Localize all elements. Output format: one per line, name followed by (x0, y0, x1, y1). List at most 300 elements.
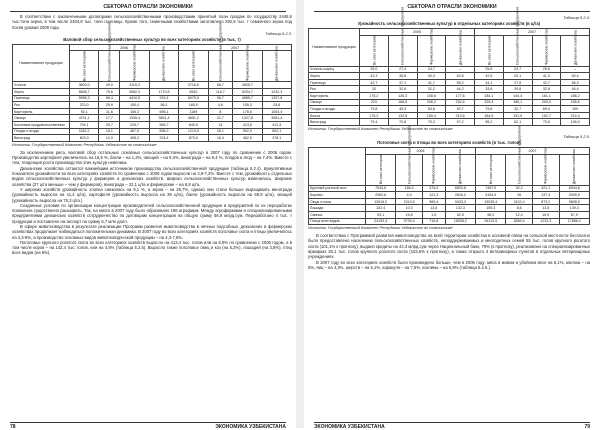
table-cell: 5204,7 (233, 89, 262, 96)
table-cell: 12616,2 (366, 198, 396, 205)
table-cell: 716,8 (422, 218, 445, 225)
table-row (309, 99, 590, 106)
table-corner-header (309, 147, 366, 185)
body-paragraph: У широких хозяйств урожайность хлопка снизилась на 9,1 %, а зерна – на 26,7%, однако они стали больше выращивать винограда (урожайность выросла на 11,4 ц/га), картофеля (урожайность выросла на 39 ц/га), бахчи (урожайность выросла на 69,9 ц/га), овощей (урожайность выросла на 75,3 ц/га.) (12, 186, 292, 203)
table-cell: 121,3 (422, 192, 445, 199)
table-cell: 13,8 (422, 205, 445, 212)
table-cell: 162,7 (532, 112, 561, 119)
table-cell: 4585,7 (233, 95, 262, 102)
column-header: Во всех категориях (70, 51, 99, 82)
table-cell: 224,4 (149, 135, 178, 142)
row-label: Зерно (309, 73, 360, 80)
body-paragraph: В соответствии с Программой развития животноводства на всей территории хозяйства в основной связи на сельской местности бесплатно было предоставлено населению сельскохозяйственных хозяйств, неподдерживаемых и многодетных семей 55 тыс. голов крупного рогатого скота (101,1% к прогнозу), выдано кредиты на 44,3 млрд.сум через Национальный банк, 79% (к прогнозу), реализовано на специализированных ярмарках 25,1 тыс. голов крупного рогатого скота (103,6% к прогнозу), а также открыто 4 ветеринарных пунктов в отдельных ветеринарных учреждениях. (308, 233, 590, 260)
table-cell: 52,6 (446, 73, 475, 80)
table-cell: 25,6 (532, 66, 561, 73)
table-5-2-5-source: Источник: Государственный Комитет Республики Узбекистан по статистике (308, 226, 453, 231)
table-row (13, 122, 292, 129)
column-header: Дехканские хозяйства (149, 51, 178, 82)
row-label: Хлопок (13, 82, 70, 89)
page-number: 78 (10, 424, 16, 430)
table-cell: 26113,5 (476, 218, 506, 225)
table-cell: 3605,7 (233, 82, 262, 89)
table-cell: 67,9 (559, 211, 589, 218)
table-cell: 22,7 (208, 115, 233, 122)
table-cell: 9433,3 (445, 198, 475, 205)
column-header: Сельскохозяйственные предприятия (396, 154, 423, 185)
table-row (309, 73, 590, 80)
table-cell: 188,2 (561, 92, 590, 99)
year-header: 2007 (475, 29, 590, 36)
row-label: Свиньи (309, 211, 366, 218)
table-cell: 25,0 (360, 66, 389, 73)
table-cell: 2816,2 (445, 192, 475, 199)
column-header: Фермерские хозяйства (422, 154, 445, 185)
table-cell: 206,2 (417, 99, 446, 106)
table-cell: 152,4 (366, 205, 396, 212)
table-row (309, 198, 590, 205)
table-cell: 411,3 (262, 122, 291, 129)
row-label: Овцы и козы (309, 198, 366, 205)
table-cell: 33,6 (475, 86, 504, 93)
table-cell: 175,2 (360, 112, 389, 119)
table-corner-header: Наименование продукции (13, 44, 70, 82)
right-body-text (308, 233, 590, 270)
column-header: Фермерские хозяйства (120, 51, 149, 82)
table-cell: 42,5 (475, 73, 504, 80)
table-cell: 9608,9 (559, 198, 589, 205)
table-row (309, 66, 590, 73)
table-cell: 137,4 (532, 192, 559, 199)
column-header: Дехканские хозяйства (559, 154, 589, 185)
table-cell: 603,0 (70, 135, 99, 142)
row-label: Картофель (309, 92, 360, 99)
table-row (13, 135, 292, 142)
table-cell: 69,4 (532, 106, 561, 113)
table-cell: 132,3 (445, 205, 475, 212)
table-cell: 150,4 (417, 112, 446, 119)
table-cell: 100 (561, 106, 590, 113)
table-cell: 408,3 (120, 135, 149, 142)
row-label: Коровы (309, 192, 366, 199)
column-header: Во всех категориях (475, 35, 504, 66)
table-cell: 3891,4 (149, 115, 178, 122)
table-cell: 56,3 (561, 79, 590, 86)
table-cell: 151,9 (503, 112, 532, 119)
table-cell: 6503,6 (445, 185, 475, 192)
left-body-text (12, 150, 292, 256)
right-page (304, 0, 600, 428)
year-header: 2007 (179, 44, 292, 51)
table-cell: 40,3 (417, 73, 446, 80)
table-cell: 11,8 (99, 108, 120, 115)
table-cell: 2102,4 (506, 198, 533, 205)
table-row (309, 119, 590, 126)
table-row (309, 205, 590, 212)
table-cell: 7044,6 (366, 185, 396, 192)
table-cell: 97,2 (446, 119, 475, 126)
table-cell: 116,7 (208, 89, 233, 96)
table-5-2-3-label: Таблица 5.2.3. (265, 30, 292, 36)
table-cell: 168,8 (388, 99, 417, 106)
table-5-2-3-source: Источник: Государственный Комитет Республики Узбекистан по статистике (12, 142, 157, 147)
table-cell: 126,3 (388, 92, 417, 99)
table-5-2-3-title: Валовой сбор сельскохозяйственных культур во всех категориях хозяйств (в тыс. т) (63, 36, 241, 42)
table-cell: 223 (360, 99, 389, 106)
table-cell: 175,2 (360, 92, 389, 99)
table-cell: 214,4 (561, 112, 590, 119)
table-cell: 209,5 (532, 99, 561, 106)
body-paragraph: Поголовье крупного рогатого скота во всех категориях хозяйств выросло на 413,4 тыс. голов или на 5,9% по сравнению с 2006 годом, а в том числе коров – на 142,4 тыс. голов, или на 4,8% (таблица 5.2.5). Выросло также поголовье овец и коз (на 5,2%), лошадей (на 3,8%), птиц всех видов (на 8%). (12, 239, 292, 256)
table-cell: 4,3 (396, 192, 423, 199)
table-row (309, 192, 590, 199)
table-cell: 161,1 (532, 92, 561, 99)
table-cell: 184,5 (475, 112, 504, 119)
table-cell: 17,7 (99, 115, 120, 122)
table-cell: 10,3 (396, 205, 423, 212)
table-cell: 1189 (179, 108, 208, 115)
table-cell: 421,1 (532, 185, 559, 192)
row-label: Крупный рогатый скот (309, 185, 366, 192)
year-header: 2006 (366, 147, 476, 154)
table-cell: 13,5 (532, 205, 559, 212)
table-cell: 45,3 (388, 106, 417, 113)
column-header: Сельскохозяйственные предприятия (503, 35, 532, 66)
body-paragraph: Созданные условия по организации концентрации производителей сельскохозяйственной продукции и предприятий по их переработке позволили существенно расширить. Так, на много в 2007 году было образовано 196 агрофирм. Между агрофирмами и специализированными предприятиями дехканских хозяйств сотрудничество по договорам концентрации на общую сумму 56,9 млрд.сум. Переработано 4 тыс. т продукции и поставлено на экспорт на сумму 5,7 млн долл. (12, 202, 292, 224)
table-row (309, 211, 590, 218)
row-label: Рис (309, 86, 360, 93)
table-cell: 79,6 (99, 89, 120, 96)
table-cell: 165,0 (179, 102, 208, 109)
table-cell: 4651,2 (179, 115, 208, 122)
table-cell: 8,5 (506, 205, 533, 212)
table-cell: 840,9 (179, 122, 208, 129)
year-header: 2006 (70, 44, 179, 51)
table-5-2-4-title: Урожайность сельскохозяйственных культур в отдельных категориях хозяйств (в ц/га) (357, 21, 541, 26)
footer-title: ЭКОНОМИКА УЗБЕКИСТАНА (215, 424, 286, 430)
table-5-2-4-source: Источник: Государственный Комитет Республики Узбекистан по статистике (308, 126, 453, 131)
table-cell: 139,3 (559, 205, 589, 212)
row-label: Овощи (13, 115, 70, 122)
table-cell: 29,8 (503, 86, 532, 93)
table-cell: 213,6 (446, 112, 475, 119)
table-cell: 3104,9 (476, 192, 506, 199)
table-cell: 225,7 (120, 122, 149, 129)
body-paragraph: За исключением риса, валовой сбор остальных основных сельскохозяйственных культур в 2007 году по сравнению с 2006 годом. Производство картофеля увеличилось на 16,5 %, бахчи – на 1,3%, овощей – на 9,3%, винограда – на 9,4 %, плодов и ягод – на 7,4%. Вместе с тем, тенденция роста производства этих культур невелика. (12, 149, 292, 166)
table-cell: 106,3 (120, 108, 149, 115)
body-paragraph: В сфере животноводства в результате реализации Программ развития животноводства в личных подсобных, дехканских и фермерских хозяйствах продолжает наблюдаться положительная динамика. В 2007 году во всех категориях хозяйств поголовье скота и птицы увеличилось на 3,3-8%, а производство основных видов животноводческой продукции – на 4,3-7,6%. (12, 223, 292, 240)
table-cell: 25,9 (99, 102, 120, 109)
table-5-2-5-title: Поголовье скота и птицы во всех категориях хозяйств (в тыс. голов) (377, 139, 521, 145)
table-cell: 50,4 (561, 73, 590, 80)
table-cell: 1335,4 (120, 115, 149, 122)
row-label: Бахча (309, 112, 360, 119)
table-cell: 8 (208, 108, 233, 115)
table-cell: 24,7 (503, 66, 532, 73)
table-cell: 1182,2 (70, 128, 99, 135)
table-cell: 106,0 (561, 119, 590, 126)
table-cell: 1219,0 (179, 128, 208, 135)
table-5-2-5-label: Таблица 5.2.5. (563, 133, 590, 139)
column-header: Фермерские хозяйства (532, 35, 561, 66)
table-cell: 555,7 (149, 122, 178, 129)
table-cell: 794,1 (70, 122, 99, 129)
table-cell: 46,4 (561, 86, 590, 93)
page-number: 79 (584, 424, 590, 430)
table-cell: 32,8 (532, 86, 561, 93)
table-cell: 8389,4 (506, 218, 533, 225)
table-cell: 32,7 (503, 106, 532, 113)
row-label: Рис (13, 102, 70, 109)
table-cell: 1770,8 (149, 89, 178, 96)
table-cell: 873,2 (532, 198, 559, 205)
table-cell: 186,1 (503, 99, 532, 106)
table-cell: 1327,8 (233, 115, 262, 122)
table-cell: 44,1 (475, 79, 504, 86)
table-row (13, 128, 292, 135)
table-cell: 2939,5 (559, 192, 589, 199)
table-cell: 6540 (179, 89, 208, 96)
table-cell: 462,5 (233, 135, 262, 142)
table-cell: 2962,6 (366, 192, 396, 199)
table-cell: 25,6 (475, 66, 504, 73)
table-cell: 37,1 (388, 79, 417, 86)
table-row (309, 86, 590, 93)
table-cell: 158,6 (417, 92, 446, 99)
table-cell: 24193,4 (366, 218, 396, 225)
column-header: Дехканские хозяйства (446, 35, 475, 66)
table-cell: 1004,4 (262, 108, 291, 115)
table-cell: 27,5 (503, 79, 532, 86)
table-cell: 14 (208, 122, 233, 129)
row-label: Картофель (13, 108, 70, 115)
table-cell: 4741,1 (70, 115, 99, 122)
table-cell: – (561, 66, 590, 73)
table-row (13, 115, 292, 122)
column-header: Во всех категориях (476, 154, 506, 185)
table-cell: 592,0 (233, 128, 262, 135)
table-cell: 159,3 (476, 205, 506, 212)
table-cell: 32,6 (388, 86, 417, 93)
book-gutter (296, 0, 304, 428)
table-cell: 93,1 (366, 211, 396, 218)
table-cell: 413,8 (233, 122, 262, 129)
table-cell: – (446, 66, 475, 73)
table-cell: 24,7 (417, 66, 446, 73)
table-cell: 177,6 (446, 92, 475, 99)
table-cell: 6075,9 (179, 95, 208, 102)
table-cell: 6944,6 (559, 185, 589, 192)
table-cell: 7457,9 (476, 185, 506, 192)
table-cell: 16508,2 (445, 218, 475, 225)
table-cell: 4062,3 (120, 89, 149, 96)
table-cell (262, 82, 291, 89)
table-cell: 467,9 (120, 128, 149, 135)
row-label: Виноград (13, 135, 70, 142)
table-cell: 15,8 (396, 211, 423, 218)
table-row (13, 89, 292, 96)
table-cell: 25,7 (99, 122, 120, 129)
table-cell: 62,1 (503, 119, 532, 126)
table-cell: 155,3 (233, 102, 262, 109)
table-cell: 873,0 (179, 135, 208, 142)
table-cell: 16,4 (208, 135, 233, 142)
table-cell: 3600,0 (70, 82, 99, 89)
row-label: Бахчевые продовольственные (13, 122, 70, 129)
table-row (309, 92, 590, 99)
table-cell: 70,8 (388, 119, 417, 126)
table-cell: 17886,2 (559, 218, 589, 225)
table-cell: 223,0 (70, 102, 99, 109)
table-cell: 1,5 (422, 211, 445, 218)
table-cell: 1233,3 (532, 218, 559, 225)
table-cell: 6646,7 (70, 89, 99, 96)
row-label: Овощи (309, 99, 360, 106)
table-cell: 66,4 (99, 95, 120, 102)
table-cell: 696,1 (149, 108, 178, 115)
table-cell: 184,1 (475, 92, 504, 99)
body-paragraph: Дехканские хозяйства остаются важнейшим источником производства сельскохозяйственной продукции (таблица 5.2.4). Кумулятивные показатели урожайности во всех категориях хозяйств по сравнению с 2006 годом выросли на 2,9-7,2%. Вместе с тем, урожайность отдельных видов сельскохозяйственных культур у фермеров и дехканских хозяйств. Широко сельскохозяйственных культур изменилась. Широкие хозяйства (27 ц/га меньше – чем у фермеров), винограда – 22,1 ц/га и фермерские – на 6,8 ц/га. (12, 165, 292, 187)
table-row (309, 79, 590, 86)
row-label: Пшеница (309, 79, 360, 86)
table-cell: 3081,4 (262, 115, 291, 122)
table-cell: 33 (360, 86, 389, 93)
right-footer (314, 422, 590, 430)
table-cell: 933,4 (149, 95, 178, 102)
table-cell: 42,7 (360, 79, 389, 86)
column-header: Во всех категориях (360, 35, 389, 66)
table-cell: 378,1 (262, 135, 291, 142)
table-cell: 62,5 (445, 211, 475, 218)
table-cell: 96,7 (208, 95, 233, 102)
table-cell: 96,2 (476, 211, 506, 218)
table-cell: 166,4 (396, 185, 423, 192)
table-cell: 602,1 (262, 128, 291, 135)
table-cell: 35,6 (388, 73, 417, 80)
row-label: Виноград (309, 119, 360, 126)
table-cell: 12,4 (506, 211, 533, 218)
left-footer (10, 422, 286, 430)
year-header: 2006 (360, 29, 475, 36)
table-cell: 79,6 (475, 106, 504, 113)
left-intro-paragraph: В соответствии с заключенными договорами сельскохозяйственными производствами принятый план продаж по государству 2448,6 тыс.тонн зерна, в том числе 2404,8 тыс. тонн пшеницы. Кроме того, семенными хозяйствами заготовлено 292,9 тыс. т семенного зерна под посев урожая 2008 года. (12, 14, 292, 30)
table-row (309, 106, 590, 113)
column-header: Дехканские хозяйства (561, 35, 590, 66)
table-cell: 73,8 (360, 106, 389, 113)
table-cell: 232,6 (446, 99, 475, 106)
table-cell: 25,1 (503, 73, 532, 80)
table-cell: 4,6 (208, 102, 233, 109)
column-header: Фермерские хозяйства (532, 154, 559, 185)
column-header: Фермерские хозяйства (417, 35, 446, 66)
column-header: Во всех категориях (179, 51, 208, 82)
column-header: Сельскохозяйственные предприятия (506, 154, 533, 185)
table-cell: 79,4 (360, 119, 389, 126)
row-label: Плоды и ягоды (309, 106, 360, 113)
table-row (13, 95, 292, 102)
table-cell: 70,3 (417, 119, 446, 126)
table-cell: 25,6 (262, 102, 291, 109)
table-row (309, 185, 590, 192)
table-cell: 9739,4 (396, 218, 423, 225)
left-page (0, 0, 296, 428)
table-cell: 70,5 (532, 119, 561, 126)
table-cell: 12,9 (99, 135, 120, 142)
column-header: Сельскохозяйственные предприятия (388, 35, 417, 66)
table-cell: 26,1 (208, 128, 233, 135)
column-header: Во всех категориях (366, 154, 396, 185)
table-5-2-4-label: Таблица 5.2.4. (563, 15, 590, 20)
table-cell: 41,3 (360, 73, 389, 80)
table-cell: 41,7 (417, 79, 446, 86)
body-paragraph: В 2007 году во всех категориях хозяйств было произведено больше, чем в 2006 году: мяса в живом и убойном весе на 6,1%, молока – на 5%, яиц – на 4,3%, шерсти – на 5,1%, каракуля – на 7,5%, козлины – на 5,9% (таблица 5.2.6.). (308, 259, 590, 270)
table-cell: 598,2 (149, 128, 178, 135)
table-cell: 3115,3 (120, 82, 149, 89)
table-cell: 2313,5 (396, 198, 423, 205)
table-cell: 4410,5 (120, 95, 149, 102)
table-cell: 49,0 (99, 82, 120, 89)
row-label: Хлопок-сырец (309, 66, 360, 73)
table-cell: 32,2 (417, 86, 446, 93)
table-cell: 92,2 (506, 185, 533, 192)
left-running-header: СЕКТОРАЛ ОТРАСЛИ ЭКОНОМИКИ (10, 4, 286, 12)
table-cell: 150,4 (120, 102, 149, 109)
table-cell: 144,4 (503, 92, 532, 99)
footer-title: ЭКОНОМИКА УЗБЕКИСТАНА (314, 424, 385, 430)
table-cell: 13035,4 (476, 198, 506, 205)
year-header: 2007 (476, 147, 590, 154)
table-row (309, 112, 590, 119)
table-cell: 375,0 (422, 185, 445, 192)
table-cell: 56,1 (149, 102, 178, 109)
table-cell: 229,4 (475, 99, 504, 106)
table-cell: 1242,3 (262, 89, 291, 96)
table-cell: 44,2 (446, 86, 475, 93)
table-cell: 178,6 (233, 108, 262, 115)
column-header: Сельскохозяйственные предприятия (99, 51, 120, 82)
row-label: Пшеница (13, 95, 70, 102)
table-cell: 238,8 (561, 99, 590, 106)
column-header: Дехканские хозяйства (262, 51, 291, 82)
row-label: Зерно (13, 89, 70, 96)
table-row (13, 82, 292, 89)
column-header: Сельскохозяйственные предприятия (208, 51, 233, 82)
table-cell: 92,1 (70, 108, 99, 115)
table-corner-header: Наименование продукции (309, 29, 360, 67)
table-row (309, 218, 590, 225)
row-label: Лошади (309, 205, 366, 212)
column-header: Дехканские хозяйства (445, 154, 475, 185)
table-cell: 969,4 (422, 198, 445, 205)
table-row (13, 108, 292, 115)
table-cell: 55,2 (446, 79, 475, 86)
column-header: Фермерские хозяйства (233, 51, 262, 82)
table-cell (149, 82, 178, 89)
table-cell: 68,7 (208, 82, 233, 89)
table-cell: 85,2 (475, 119, 504, 126)
table-cell: 132,5 (388, 112, 417, 119)
row-label: Плоды и ягоды (13, 128, 70, 135)
table-cell: 27,4 (388, 66, 417, 73)
table-row (13, 102, 292, 109)
table-cell: 26 (506, 192, 533, 199)
row-label: Птица всех видов (309, 218, 366, 225)
table-cell: 41,3 (532, 73, 561, 80)
table-cell: 15,9 (532, 211, 559, 218)
table-cell: 16,1 (99, 128, 120, 135)
table-cell: 63,8 (417, 106, 446, 113)
table-cell: 42,7 (532, 79, 561, 86)
table-cell: 92,7 (446, 106, 475, 113)
